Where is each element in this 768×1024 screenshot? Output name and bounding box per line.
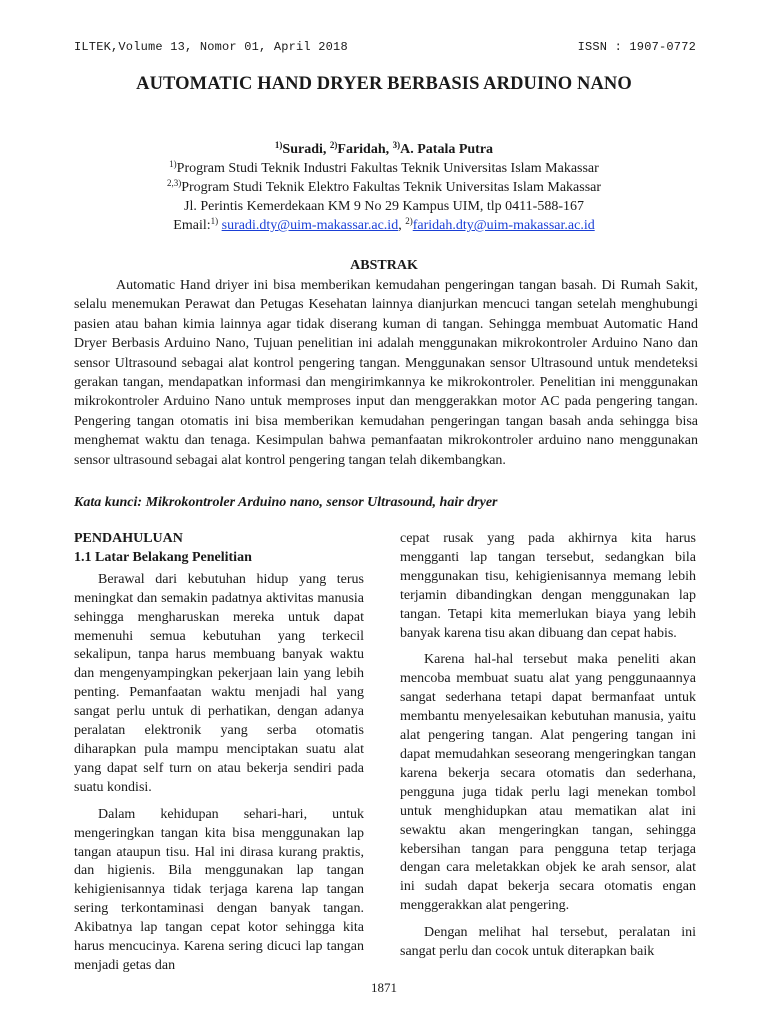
email-line: Email:$^{1)}$ suradi.dty@uim-makassar.ac.id, $^{2)}$faridah.dty@uim-makassar.ac.id (173, 216, 595, 233)
author-3: A. Patala Putra (400, 142, 494, 157)
paragraph: Dalam kehidupan sehari-hari, untuk mengeringkan tangan kita bisa menggunakan lap tangan ataupun tisu. Hal ini dirasa kurang praktis, dan higienis. Bila menggunakan lap tangan kehigienisannya tidak terjaga karena lap tangan sering terkontaminasi dengan banyak tangan. Akibatnya lap tangan cepat kotor sehingga kita harus mencucinya. Karena sering dicuci lap tangan menjadi getas dan (74, 806, 364, 973)
right-column (400, 530, 696, 970)
author-block (60, 140, 708, 235)
left-column (74, 530, 364, 984)
affiliation-2: $^{2,3)}$Program Studi Teknik Elektro Fakultas Teknik Universitas Islam Makassar (166, 178, 602, 195)
subsection-heading: 1.1 Latar Belakang Penelitian (74, 549, 252, 565)
abstract-text: Automatic Hand driyer ini bisa memberikan kemudahan pengeringan tangan basah. Di Rumah Sakit, selalu menemukan Perawat dan Petugas Kesehatan lainnya dianjurkan mencuci tangan setelah menghubungi pasien atau bahan kimia lainnya agar tidak diserang kuman di tangan. Sehingga membuat Automatic Hand Dryer Berbasis Arduino Nano, Tujuan penelitian ini adalah menggunakan mikrokontroler Arduino Nano dan sensor Ultrasound sebagai alat kontrol pengering tangan. Menggunakan sensor Ultrasound untuk mendeteksi gerakan tangan, mendapatkan informasi dan mengirimkannya ke mikrokontroler. Penelitian ini menggunakan mikrokontroler Arduino Nano untuk memproses input dan menggerakkan motor AC pada pengering tangan. Pengering tangan otomatis ini bisa memberikan kemudahan pengeringan tangan basah anda sehingga bisa menghemat waktu dan tenaga. Kesimpulan bahwa pemanfaatan mikrokontroler arduino nano menggunakan sensor ultrasound sebagai alat kontrol pengering tangan telah dikembangkan. (74, 278, 698, 468)
page-number: 1871 (371, 980, 397, 995)
section-heading: PENDAHULUAN (74, 531, 183, 546)
paragraph: Dengan melihat hal tersebut, peralatan ini sangat perlu dan cocok untuk diterapkan baik (400, 925, 696, 960)
abstract-heading: ABSTRAK (350, 258, 418, 273)
author-2: Faridah, (337, 142, 390, 157)
issn: ISSN : 1907-0772 (577, 40, 696, 54)
running-header (74, 40, 696, 58)
paper-title: AUTOMATIC HAND DRYER BERBASIS ARDUINO NANO (136, 74, 632, 94)
email-link-2[interactable]: faridah.dty@uim-makassar.ac.id (412, 218, 595, 233)
journal-info: ILTEK,Volume 13, Nomor 01, April 2018 (74, 40, 348, 54)
paragraph: Karena hal-hal tersebut maka peneliti akan mencoba membuat suatu alat yang penggunaannya sangat sederhana tetapi dapat bermanfaat untuk membantu menyelesaikan kebutuhan manusia, yaitu alat pengering tangan. Alat pengering tangan ini dapat memudahkan seseorang mengeringkan tangan karena bekerja secara otomatis dan sederhana, pengguna juga tidak perlu lagi menekan tombol untuk menghidupkan atau mematikan alat ini sewaktu akan mengeringkan tangan, sehingga kebersihan tangan para pengguna tetap terjaga dengan cara meletakkan objek ke arah sensor, alat ini sudah dapat bekerja secara otomatis engan menggerakkan alat pengering. (400, 652, 696, 914)
author-names: $^{1)}$Suradi, $^{2)}$Faridah, $^{3)}$A. Patala Putra (274, 140, 494, 157)
paragraph: cepat rusak yang pada akhirnya kita harus mengganti lap tangan tersebut, sedangkan bila menggunakan tisu, kehigienisannya memang lebih terjamin dibandingkan dengan menggunakan lap tangan. Tetapi kita memerlukan biaya yang lebih banyak karena tisu akan dibuang dan cepat habis. (400, 531, 696, 641)
keywords: Kata kunci: Mikrokontroler Arduino nano, sensor Ultrasound, hair dryer (74, 495, 498, 510)
email-link-1[interactable]: suradi.dty@uim-makassar.ac.id (221, 218, 399, 233)
address: Jl. Perintis Kemerdekaan KM 9 No 29 Kampus UIM, tlp 0411-588-167 (184, 199, 584, 214)
paragraph: Berawal dari kebutuhan hidup yang terus meningkat dan semakin padatnya aktivitas manusia sehingga mengharuskan mereka untuk dapat memenuhi semua kebutuhan yang terkecil sekalipun, tanpa harus membuang banyak waktu dan mengenyampingkan pekerjaan lain yang lebih penting. Pemanfaatan waktu menjadi hal yang sangat perlu untuk di perhatikan, dengan adanya peralatan elektronik yang serba otomatis diharapkan pula mampu menciptakan suatu alat yang dapat self turn on atau bekerja sendiri pada suatu kondisi. (74, 571, 364, 795)
author-1: Suradi, (282, 142, 327, 157)
affiliation-1: $^{1)}$Program Studi Teknik Industri Fakultas Teknik Universitas Islam Makassar (169, 159, 599, 176)
